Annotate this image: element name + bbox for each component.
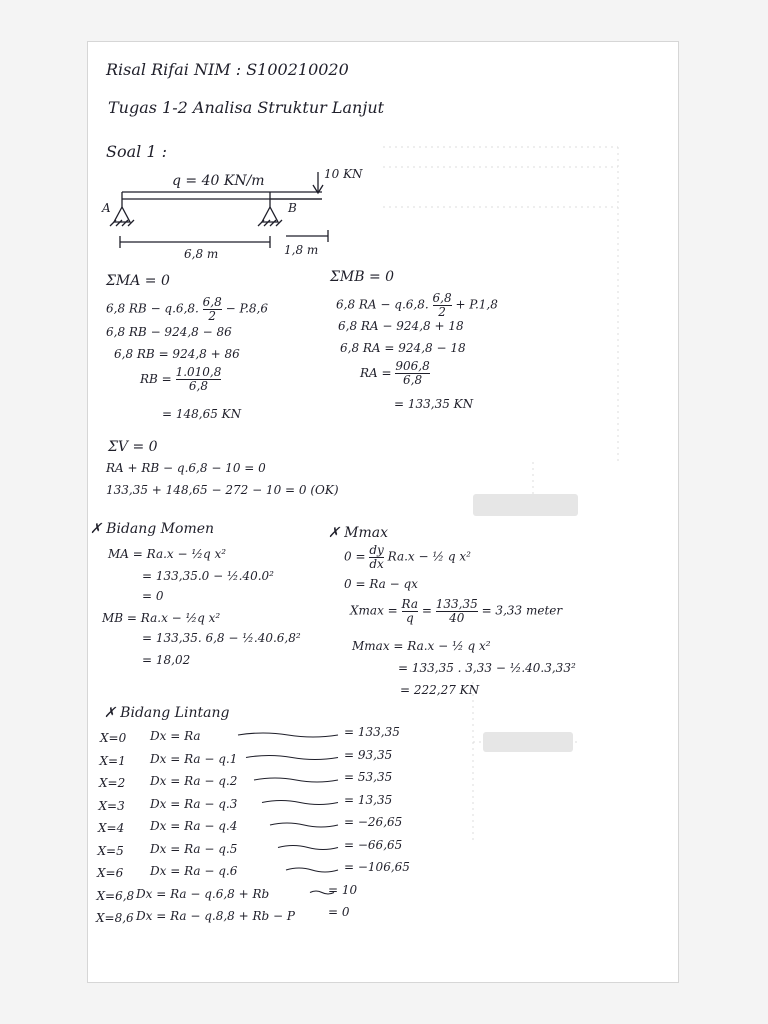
sum-mb-line2: 6,8 RA − 924,8 + 18	[338, 319, 464, 333]
xmax-frac2-den: 40	[449, 610, 465, 625]
sum-mb-frac-den: 2	[438, 304, 446, 319]
sum-ma-line3: 6,8 RB = 924,8 + 86	[114, 347, 240, 361]
sum-ma-line1: 6,8 RB − q.6,8. $\frac{6,8}{2}$ − P.8,6	[106, 295, 269, 323]
lintang-value-1: = 93,35	[344, 747, 393, 762]
lintang-x-1: X=1	[99, 753, 126, 768]
mmax-line4: Mmax = Ra.x − ½ q x²	[352, 639, 491, 653]
sum-ma-line2: 6,8 RB − 924,8 − 86	[106, 325, 232, 339]
xmax-result: = 3,33 meter	[481, 603, 563, 618]
lintang-dx-1: Dx = Ra − q.1	[150, 751, 238, 766]
lintang-squiggle-2	[254, 778, 338, 782]
ra-frac-den: 6,8	[403, 373, 423, 388]
sum-ma-frac-den: 2	[208, 308, 217, 323]
point-load-label: 10 KN	[324, 167, 363, 181]
momen-line4: MB = Ra.x − ½q x²	[102, 611, 221, 625]
sum-mb-line4: RA = $\frac{906,8}{6,8}$	[360, 359, 430, 388]
lintang-dx-0: Dx = Ra	[150, 729, 201, 743]
lintang-value-8: = 0	[328, 905, 350, 919]
rb-result: = 148,65 KN	[162, 407, 242, 421]
lintang-squiggle-4	[270, 823, 338, 827]
lintang-value-5: = −66,65	[344, 837, 403, 852]
lintang-x-6: X=6	[97, 866, 124, 880]
lintang-x-8: X=8,6	[96, 911, 134, 925]
momen-line6: = 18,02	[142, 653, 191, 667]
sum-mb-line3: 6,8 RA = 924,8 − 18	[340, 341, 466, 355]
mmax-line5: = 133,35 . 3,33 − ½.40.3,33²	[398, 661, 576, 675]
momen-line1: MA = Ra.x − ½q x²	[108, 547, 227, 561]
momen-line3: = 0	[142, 589, 164, 603]
mmax-line1: 0 = $\frac{dy}{dx}$ Ra.x − ½ q x²	[344, 543, 471, 571]
sum-mb-line1: 6,8 RA − q.6,8. $\frac{6,8}{2}$ + P.1,8	[336, 291, 498, 319]
lintang-dx-3: Dx = Ra − q.3	[150, 796, 238, 811]
lintang-squiggle-0	[238, 733, 338, 737]
lintang-dx-8: Dx = Ra − q.8,8 + Rb − P	[136, 909, 295, 923]
lintang-value-3: = 13,35	[344, 792, 393, 807]
question-label: Soal 1 :	[106, 142, 167, 161]
support-b-label: B	[288, 201, 297, 215]
ra-result: = 133,35 KN	[394, 397, 474, 411]
assignment-title: Tugas 1-2 Analisa Struktur Lanjut	[108, 98, 385, 117]
lintang-dx-7: Dx = Ra − q.6,8 + Rb	[136, 886, 270, 901]
lintang-squiggle-5	[278, 846, 338, 850]
lintang-value-0: = 133,35	[344, 725, 400, 739]
xmax-frac1-den: q	[405, 610, 414, 625]
xmax-frac1-num: Ra	[401, 597, 419, 611]
momen-line2: = 133,35.0 − ½.40.0²	[142, 569, 274, 583]
sum-mb-title: ΣMB = 0	[330, 269, 395, 285]
lintang-squiggle-1	[246, 756, 338, 760]
lintang-x-7: X=6,8	[96, 888, 135, 903]
lintang-value-2: = 53,35	[344, 770, 393, 784]
dydx-den: dx	[369, 556, 384, 571]
lintang-x-2: X=2	[99, 776, 126, 790]
lintang-x-4: X=4	[98, 821, 125, 835]
lintang-dx-2: Dx = Ra − q.2	[150, 774, 238, 788]
mmax-result: = 222,27 KN	[400, 683, 480, 697]
notebook-page	[88, 42, 678, 982]
lintang-dx-6: Dx = Ra − q.6	[150, 864, 238, 878]
overhang-label: 1,8 m	[284, 243, 319, 257]
lintang-squiggle-3	[262, 801, 338, 805]
lintang-dx-4: Dx = Ra − q.4	[150, 819, 238, 833]
sum-v-line2: 133,35 + 148,65 − 272 − 10 = 0 (OK)	[106, 483, 339, 497]
mmax-line3: Xmax = $\frac{Ra}{q}$ = $\frac{133,35}{40}$ = 3,33 meter	[350, 597, 563, 625]
mmax-title: ✗ Mmax	[328, 525, 389, 541]
bidang-lintang-title: ✗ Bidang Lintang	[104, 705, 230, 721]
support-a-label: A	[102, 201, 111, 215]
distributed-load-label: q = 40 KN/m	[172, 173, 265, 189]
sum-ma-line4: RB = $\frac{1.010,8}{6,8}$	[140, 365, 222, 394]
lintang-x-5: X=5	[97, 843, 124, 858]
sum-mb-frac-num: 6,8	[432, 291, 452, 305]
momen-line5: = 133,35. 6,8 − ½.40.6,8²	[142, 631, 301, 645]
sum-v-title: ΣV = 0	[108, 439, 158, 455]
lintang-dx-5: Dx = Ra − q.5	[150, 841, 238, 856]
student-name-line: Risal Rifai NIM : S100210020	[106, 60, 349, 79]
sum-ma-frac-num: 6,8	[202, 295, 222, 309]
span-ab-label: 6,8 m	[184, 247, 219, 261]
rb-frac-den: 6,8	[188, 379, 209, 394]
lintang-x-3: X=3	[98, 798, 125, 813]
sum-ma-title: ΣMA = 0	[106, 273, 170, 289]
lintang-value-6: = −106,65	[344, 860, 410, 874]
rb-frac-num: 1.010,8	[175, 365, 222, 379]
sum-v-line1: RA + RB − q.6,8 − 10 = 0	[106, 461, 266, 475]
lintang-squiggle-6	[286, 868, 338, 872]
lintang-x-0: X=0	[100, 731, 127, 745]
lintang-value-7: = 10	[328, 882, 358, 897]
lintang-value-4: = −26,65	[344, 815, 403, 829]
dydx-num: dy	[369, 543, 384, 557]
ra-frac-num: 906,8	[395, 359, 430, 373]
bidang-momen-title: ✗ Bidang Momen	[90, 521, 215, 537]
mmax-line2: 0 = Ra − qx	[344, 577, 418, 591]
xmax-frac2-num: 133,35	[435, 597, 478, 611]
